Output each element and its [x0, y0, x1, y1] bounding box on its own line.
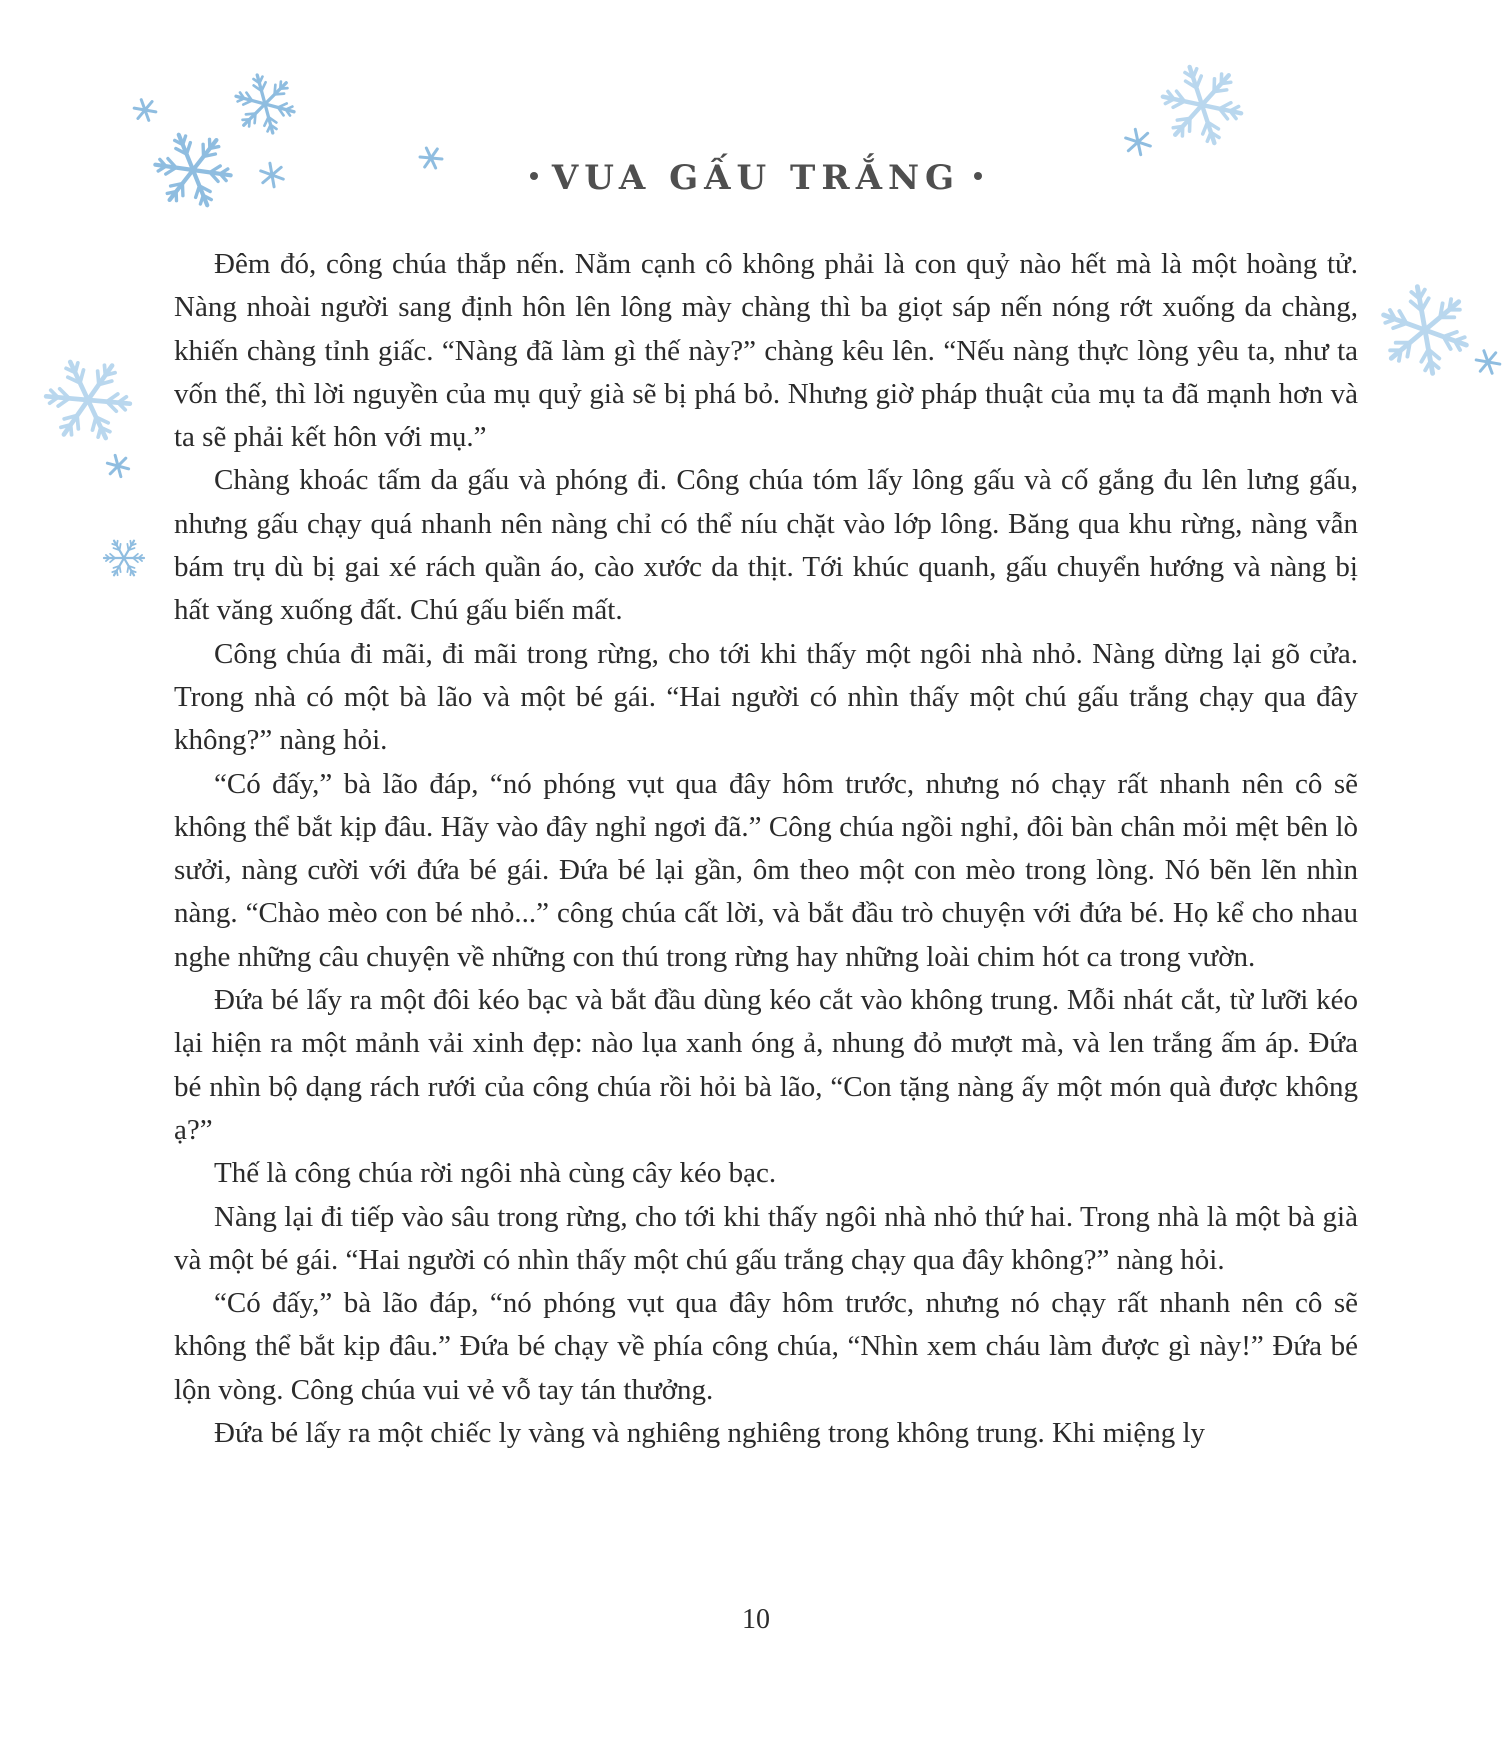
- small-star-icon: [133, 99, 158, 122]
- running-header: [0, 158, 1512, 198]
- paragraph: Công chúa đi mãi, đi mãi trong rừng, cho tới khi thấy một ngôi nhà nhỏ. Nàng dừng lại gõ cửa. Trong nhà có một bà lão và một bé gái. “Hai người có nhìn thấy một chú gấu trắng chạy qua đây không?” nàng hỏi.: [174, 637, 1358, 757]
- paragraph: Thế là công chúa rời ngôi nhà cùng cây kéo bạc.: [214, 1157, 777, 1190]
- snowflake-icon: [43, 360, 133, 440]
- paragraph: Đêm đó, công chúa thắp nến. Nằm cạnh cô không phải là con quỷ nào hết mà là một hoàng tử. Nàng nhoài người sang định hôn lên lông mày chàng thì ba giọt sáp nến nóng rớt xuống da chàng, khiến chàng tỉnh giấc. “Nàng đã làm gì thế này?” chàng kêu lên. “Nếu nàng thực lòng yêu ta, như ta vốn thế, thì lời nguyền của mụ quỷ già sẽ bị phá bỏ. Nhưng giờ pháp thuật của mụ ta đã mạnh hơn và ta sẽ phải kết hôn với mụ.”: [174, 248, 1358, 454]
- header-dot-right: [974, 172, 982, 180]
- paragraph: “Có đấy,” bà lão đáp, “nó phóng vụt qua đây hôm trước, nhưng nó chạy rất nhanh nên cô sẽ không thể bắt kịp đâu.” Đứa bé chạy về phía công chúa, “Nhìn xem cháu làm được gì này!” Đứa bé lộn vòng. Công chúa vui vẻ vỗ tay tán thưởng.: [174, 1287, 1358, 1406]
- snowflake-icon: [229, 71, 300, 137]
- header-title: VUA GẤU TRẮNG: [551, 158, 961, 198]
- snowflake-icon: [104, 541, 144, 576]
- paragraph: Đứa bé lấy ra một đôi kéo bạc và bắt đầu dùng kéo cắt vào không trung. Mỗi nhát cắt, từ lưỡi kéo lại hiện ra một mảnh vải xinh đẹp: nào lụa xanh óng ả, nhung đỏ mượt mà, và len trắng ấm áp. Đứa bé nhìn bộ dạng rách rưới của công chúa rồi hỏi bà lão, “Con tặng nàng ấy một món quà được không ạ?”: [174, 984, 1358, 1146]
- paragraph: Đứa bé lấy ra một chiếc ly vàng và nghiêng nghiêng trong không trung. Khi miệng ly: [214, 1417, 1206, 1450]
- small-star-icon: [1474, 350, 1501, 375]
- snowflake-icon: [1156, 63, 1249, 147]
- small-star-icon: [1122, 127, 1154, 156]
- page-number: 10: [742, 1604, 770, 1635]
- paragraph: Nàng lại đi tiếp vào sâu trong rừng, cho tới khi thấy ngôi nhà nhỏ thứ hai. Trong nhà là một bà già và một bé gái. “Hai người có nhìn thấy một chú gấu trắng chạy qua đây không?” nàng hỏi.: [174, 1200, 1358, 1276]
- paragraph: Chàng khoác tấm da gấu và phóng đi. Công chúa tóm lấy lông gấu và cố gắng đu lên lưng gấu, nhưng gấu chạy quá nhanh nên nàng chỉ có thể níu chặt vào lớp lông. Băng qua khu rừng, nàng vẫn bám trụ dù bị gai xé rách quần áo, cào xước da thịt. Tới khúc quanh, gấu chuyển hướng và nàng bị hất văng xuống đất. Chú gấu biến mất.: [174, 464, 1358, 627]
- snowflake-icon: [1371, 279, 1480, 381]
- paragraph: “Có đấy,” bà lão đáp, “nó phóng vụt qua đây hôm trước, nhưng nó chạy rất nhanh nên cô sẽ không thể bắt kịp đâu. Hãy vào đây nghỉ ngơi đã.” Công chúa ngồi nghỉ, đôi bàn chân mỏi mệt bên lò sưởi, nàng cười với đứa bé gái. Đứa bé lại gần, ôm theo một con mèo trong lòng. Nó bẽn lẽn nhìn nàng. “Chào mèo con bé nhỏ...” công chúa cất lời, và bắt đầu trò chuyện với đứa bé. Họ kể cho nhau nghe những câu chuyện về những con thú trong rừng hay những loài chim hót ca trong vườn.: [174, 767, 1358, 973]
- story-text: [174, 243, 1358, 1455]
- header-dot-left: [530, 172, 538, 180]
- small-star-icon: [105, 454, 131, 478]
